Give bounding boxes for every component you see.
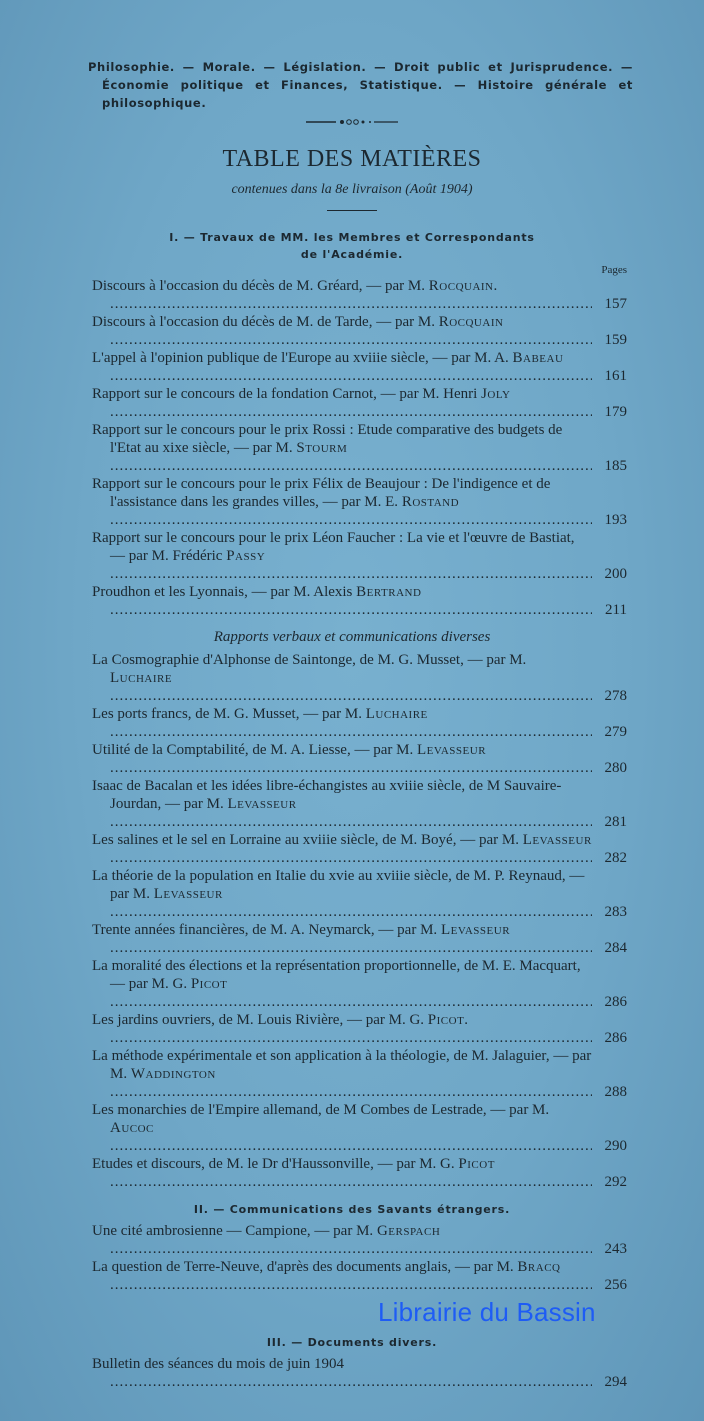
- entry-text-block: [92, 1258, 592, 1294]
- entry-page-number: 211: [605, 602, 627, 618]
- dot-leader: [110, 1174, 592, 1190]
- entry-title: La Cosmographie d'Alphonse de Saintonge, de M. G. Musset, — par M.: [92, 652, 527, 668]
- section2-heading: II. — Communications des Savants étrangers.: [193, 1203, 511, 1216]
- toc-entry: [92, 1011, 627, 1047]
- toc-entry: [92, 1047, 627, 1101]
- entry-page-number: 282: [604, 850, 627, 866]
- entry-text-block: [92, 1011, 592, 1047]
- entry-title: Etudes et discours, de M. le Dr d'Haussonville, — par M. G.: [92, 1156, 455, 1172]
- entry-text-block: [92, 313, 592, 349]
- entry-title: La théorie de la population en Italie du xvie au xviiie siècle, de M. P. Reynaud, — par M.: [92, 868, 585, 902]
- entry-text-block: [92, 1222, 592, 1258]
- ornament-divider: [306, 118, 398, 126]
- entry-text-block: [92, 529, 592, 583]
- dot-leader: [110, 512, 592, 528]
- entry-page-number: 286: [604, 1030, 627, 1046]
- entry-title: Rapport sur le concours de la fondation Carnot, — par M. Henri: [92, 386, 478, 402]
- section1-heading-line2: de l'Académie.: [300, 248, 404, 261]
- toc-entry: [92, 741, 627, 777]
- watermark: Librairie du Bassin: [378, 1297, 596, 1327]
- page-subtitle: contenues dans la 8e livraison (Août 1904): [231, 182, 473, 197]
- entry-author: Rocquain.: [428, 278, 498, 294]
- entry-page-number: 290: [604, 1138, 627, 1154]
- entry-text-block: [92, 651, 592, 705]
- section1-heading: [0, 229, 704, 263]
- section1-heading-line1: I. — Travaux de MM. les Membres et Correspondants: [169, 231, 535, 244]
- entry-author: Passy: [226, 548, 266, 564]
- entry-text-block: [92, 1101, 592, 1155]
- entry-title: Les salines et le sel en Lorraine au xviiie siècle, de M. Boyé, — par M.: [92, 832, 519, 848]
- entry-page-number: 286: [604, 994, 627, 1010]
- entry-page-number: 280: [604, 760, 627, 776]
- entry-page-number: 185: [604, 458, 627, 474]
- dot-leader: [110, 1030, 592, 1046]
- entry-page-number: 284: [604, 940, 627, 956]
- entry-title: La question de Terre-Neuve, d'après des documents anglais, — par M.: [92, 1259, 514, 1275]
- entry-title: Rapport sur le concours pour le prix Félix de Beaujour : De l'indigence et de l'assistance dans les grandes villes, — par M. E.: [92, 476, 551, 510]
- dot-leader: [110, 332, 592, 348]
- entry-author: Stourm: [296, 440, 348, 456]
- dot-leader: [110, 1277, 592, 1293]
- entry-author: Levasseur: [522, 832, 592, 848]
- dot-leader: [110, 566, 592, 582]
- entry-author: Luchaire: [365, 706, 428, 722]
- toc-entry: [92, 475, 627, 529]
- entry-title: Trente années financières, de M. A. Neymarck, — par M.: [92, 922, 438, 938]
- entry-page-number: 256: [604, 1277, 627, 1293]
- toc-entry: [92, 831, 627, 867]
- entry-text-block: [92, 777, 592, 831]
- entry-page-number: 294: [604, 1374, 627, 1390]
- dot-leader: [110, 850, 592, 866]
- entry-title: Une cité ambrosienne — Campione, — par M.: [92, 1223, 374, 1239]
- entry-page-number: 161: [604, 368, 627, 384]
- entry-page-number: 159: [604, 332, 627, 348]
- toc-entry: [92, 777, 627, 831]
- toc-entry: [92, 957, 627, 1011]
- entry-text-block: [92, 921, 592, 957]
- dot-leader: [110, 1138, 592, 1154]
- section3-entries: [92, 1355, 627, 1391]
- entry-author: Bracq: [517, 1259, 561, 1275]
- section3-heading: III. — Documents divers.: [266, 1336, 438, 1349]
- toc-entry: [92, 921, 627, 957]
- toc-entry: [92, 651, 627, 705]
- entry-author: Levasseur: [416, 742, 487, 758]
- entry-author: Levasseur: [227, 796, 297, 812]
- entry-page-number: 179: [604, 404, 627, 420]
- entry-title: Rapport sur le concours pour le prix Léon Faucher : La vie et l'œuvre de Bastiat, — par M. Frédéric: [92, 530, 575, 564]
- entry-title: Proudhon et les Lyonnais, — par M. Alexis: [92, 584, 353, 600]
- title-rule: [327, 210, 377, 211]
- entry-text-block: [92, 475, 592, 529]
- toc-entry: [92, 529, 627, 583]
- entry-page-number: 281: [604, 814, 627, 830]
- section1-subheading: Rapports verbaux et communications diverses: [213, 629, 491, 645]
- entry-author: Aucoc: [110, 1120, 154, 1136]
- dot-leader: [110, 458, 592, 474]
- entry-title: Utilité de la Comptabilité, de M. A. Liesse, — par M.: [92, 742, 414, 758]
- toc-entry: [92, 1355, 627, 1391]
- entry-title: La moralité des élections et la représentation proportionnelle, de M. E. Macquart, — par M. G.: [92, 958, 581, 992]
- entry-author: Rostand: [401, 494, 460, 510]
- entry-page-number: 193: [604, 512, 627, 528]
- entry-text-block: [92, 1355, 592, 1391]
- entry-author: Bertrand: [356, 584, 422, 600]
- entry-title: La méthode expérimentale et son application à la théologie, de M. Jalaguier, — par M.: [92, 1048, 592, 1082]
- entry-author: Luchaire: [110, 670, 173, 686]
- toc-entry: [92, 421, 627, 475]
- entry-text-block: [92, 741, 592, 777]
- toc-entry: [92, 583, 627, 619]
- entry-author: Picot: [458, 1156, 495, 1172]
- entry-text-block: [92, 1155, 592, 1191]
- section1-verbal-entries: [92, 651, 627, 1191]
- entry-page-number: 157: [604, 296, 627, 312]
- toc-entry: [92, 867, 627, 921]
- entry-text-block: [92, 421, 592, 475]
- entry-title: Discours à l'occasion du décès de M. Gréard, — par M.: [92, 278, 426, 294]
- toc-entry: [92, 313, 627, 349]
- toc-entry: [92, 1222, 627, 1258]
- entry-author: Levasseur: [153, 886, 223, 902]
- toc-entry: [92, 1101, 627, 1155]
- toc-entry: [92, 705, 627, 741]
- dot-leader: [110, 688, 592, 704]
- entry-author: Rocquain: [438, 314, 504, 330]
- entry-title: Les monarchies de l'Empire allemand, de M Combes de Lestrade, — par M.: [92, 1102, 550, 1118]
- dot-leader: [110, 904, 592, 920]
- dot-leader: [110, 940, 592, 956]
- entry-page-number: 279: [604, 724, 627, 740]
- entry-page-number: 292: [604, 1174, 627, 1190]
- dot-leader: [110, 404, 592, 420]
- entry-page-number: 278: [604, 688, 627, 704]
- entry-page-number: 200: [604, 566, 627, 582]
- entry-text-block: [92, 277, 592, 313]
- entry-author: Picot: [190, 976, 228, 992]
- entry-text-block: [92, 1047, 592, 1101]
- entry-title: Rapport sur le concours pour le prix Rossi : Etude comparative des budgets de l'Etat au xixe siècle, — par M.: [92, 422, 563, 456]
- dot-leader: [110, 1374, 592, 1390]
- section1-entries: [92, 277, 627, 619]
- entry-page-number: 283: [604, 904, 627, 920]
- toc-entry: [92, 277, 627, 313]
- pages-label: Pages: [601, 264, 627, 276]
- entry-author: Picot.: [427, 1012, 469, 1028]
- entry-author: Babeau: [512, 350, 564, 366]
- entry-page-number: 288: [604, 1084, 627, 1100]
- entry-title: Les ports francs, de M. G. Musset, — par M.: [92, 706, 362, 722]
- entry-text-block: [92, 831, 592, 867]
- entry-text-block: [92, 349, 592, 385]
- page-title: TABLE DES MATIÈRES: [222, 146, 482, 172]
- entry-author: Waddington: [130, 1066, 216, 1082]
- section2-entries: [92, 1222, 627, 1294]
- entry-text-block: [92, 583, 592, 619]
- dot-leader: [110, 368, 592, 384]
- toc-entry: [92, 1155, 627, 1191]
- dot-leader: [110, 760, 592, 776]
- toc-entry: [92, 1258, 627, 1294]
- entry-title: Isaac de Bacalan et les idées libre-échangistes au xviiie siècle, de M Sauvaire-Jourdan, — par M.: [92, 778, 562, 812]
- toc-entry: [92, 385, 627, 421]
- entry-page-number: 243: [604, 1241, 627, 1257]
- dot-leader: [110, 296, 592, 312]
- dot-leader: [110, 602, 592, 618]
- dot-leader: [110, 814, 592, 830]
- entry-author: Gerspach: [376, 1223, 441, 1239]
- entry-text-block: [92, 957, 592, 1011]
- toc-entry: [92, 349, 627, 385]
- dot-leader: [110, 994, 592, 1010]
- dot-leader: [110, 724, 592, 740]
- entry-title: Les jardins ouvriers, de M. Louis Rivière, — par M. G.: [92, 1012, 425, 1028]
- entry-author: Joly: [481, 386, 511, 402]
- entry-title: L'appel à l'opinion publique de l'Europe au xviiie siècle, — par M. A.: [92, 350, 509, 366]
- entry-title: Bulletin des séances du mois de juin 1904: [92, 1356, 345, 1372]
- dot-leader: [110, 1084, 592, 1100]
- dot-leader: [110, 1241, 592, 1257]
- entry-text-block: [92, 867, 592, 921]
- entry-text-block: [92, 705, 592, 741]
- subjects-header: Philosophie. — Morale. — Législation. — Droit public et Jurisprudence. — Économie politique et Finances, Statistique. — Histoire générale et philosophique.: [88, 60, 633, 110]
- entry-text-block: [92, 385, 592, 421]
- entry-title: Discours à l'occasion du décès de M. de Tarde, — par M.: [92, 314, 435, 330]
- entry-author: Levasseur: [440, 922, 511, 938]
